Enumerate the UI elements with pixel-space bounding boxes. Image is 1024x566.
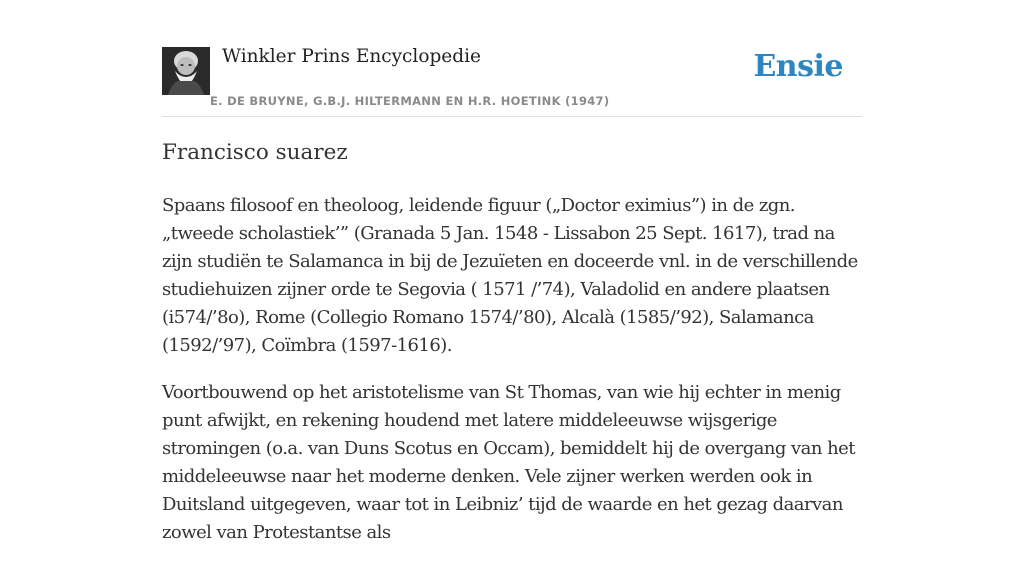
article-title: Francisco suarez [162,140,348,165]
authors-line: E. DE BRUYNE, G.B.J. HILTERMANN EN H.R. HOETINK (1947) [210,94,610,108]
article-paragraph: Spaans filosoof en theoloog, leidende figuur („Doctor eximius”) in de zgn. „tweede scholastiek’” (Granada 5 Jan. 1548 - Lissabon 25 Sept. 1617), trad na zijn studiën te Salamanca in bij de Jezuïeten en doceerde vnl. in de verschillende studiehuizen zijner orde te Segovia ( 1571 /’74), Valadolid en andere plaatsen (i574/’8o), Rome (Collegio Romano 1574/’80), Alcalà (1585/’92), Salamanca (1592/’97), Coïmbra (1597-1616). [162,195,858,356]
brand-logo-link[interactable]: Ensie [753,49,843,84]
article-paragraph: Voortbouwend op het aristotelisme van St Thomas, van wie hij echter in menig punt afwijkt, en rekening houdend met latere middeleeuwse wijsgerige stromingen (o.a. van Duns Scotus en Occam), bemiddelt hij de overgang van het middeleeuwse naar het moderne denken. Vele zijner werken werden ook in Duitsland uitgegeven, waar tot in Leibniz’ tijd de waarde en het gezag daarvan zowel van Protestantse als [162,382,855,543]
article-body [162,192,866,566]
portrait-icon [162,47,210,95]
header [162,40,862,117]
site-title[interactable]: Winkler Prins Encyclopedie [222,46,481,67]
author-avatar [162,47,210,95]
